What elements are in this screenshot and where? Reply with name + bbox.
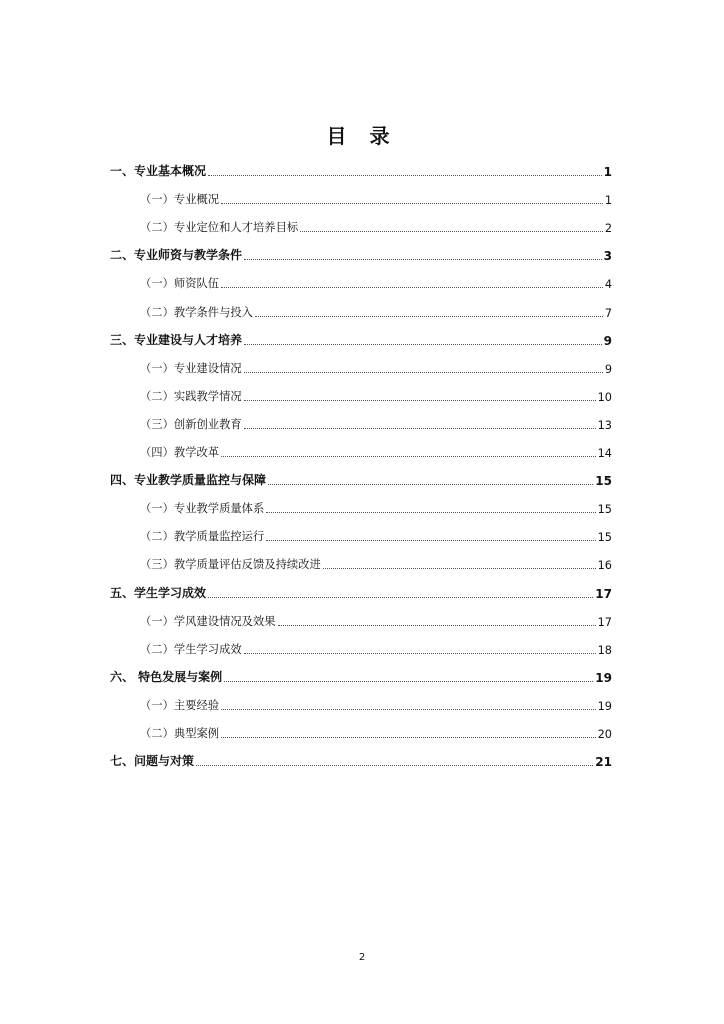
toc-entry-label: （四）教学改革 xyxy=(140,446,220,460)
toc-entry-label: （二）教学质量监控运行 xyxy=(140,530,265,544)
toc-entry-label: （一）师资队伍 xyxy=(140,277,220,291)
toc-subsection-entry[interactable] xyxy=(110,376,612,404)
toc-entry-page: 9 xyxy=(604,362,612,376)
toc-leader-dots xyxy=(244,372,603,373)
toc-entry-page: 9 xyxy=(603,333,612,348)
toc-entry-label: 六、 特色发展与案例 xyxy=(110,669,223,684)
toc-entry-label: （二）典型案例 xyxy=(140,726,220,740)
toc-entry-label: （一）学风建设情况及效果 xyxy=(140,614,276,628)
toc-leader-dots xyxy=(244,428,596,429)
toc-entry-page: 15 xyxy=(595,474,612,489)
toc-leader-dots xyxy=(300,231,603,232)
toc-leader-dots xyxy=(266,540,595,541)
toc-entry-page: 3 xyxy=(603,249,612,264)
toc-entry-label: 五、学生学习成效 xyxy=(110,585,207,600)
toc-entry-label: （二）学生学习成效 xyxy=(140,642,242,656)
toc-entry-label: （二）实践教学情况 xyxy=(140,389,242,403)
toc-entry-label: 一、专业基本概况 xyxy=(110,164,207,179)
toc-entry-label: （一）主要经验 xyxy=(140,698,220,712)
toc-entry-page: 15 xyxy=(597,503,612,517)
toc-subsection-entry[interactable] xyxy=(110,713,612,741)
toc-entry-page: 15 xyxy=(597,531,612,545)
toc-entry-label: （三）创新创业教育 xyxy=(140,417,242,431)
toc-entry-page: 14 xyxy=(597,447,612,461)
toc-entry-page: 16 xyxy=(597,559,612,573)
toc-entry-label: 七、问题与对策 xyxy=(110,754,195,769)
toc-entry-page: 19 xyxy=(595,670,612,685)
toc-section-entry[interactable] xyxy=(110,657,612,685)
toc-entry-label: （二）教学条件与投入 xyxy=(140,305,253,319)
toc-entry-label: 四、专业教学质量监控与保障 xyxy=(110,473,267,488)
toc-subsection-entry[interactable] xyxy=(110,601,612,629)
page-number: 2 xyxy=(358,952,366,963)
toc-entry-label: 二、专业师资与教学条件 xyxy=(110,248,243,263)
toc-leader-dots xyxy=(221,203,603,204)
toc-section-entry[interactable] xyxy=(110,151,612,179)
toc-leader-dots xyxy=(221,456,596,457)
toc-entry-label: （一）专业概况 xyxy=(140,193,220,207)
toc-leader-dots xyxy=(244,400,596,401)
toc-leader-dots xyxy=(278,625,596,626)
toc-entry-page: 19 xyxy=(597,699,612,713)
toc-entry-label: （三）教学质量评估反馈及持续改进 xyxy=(140,558,321,572)
toc-leader-dots xyxy=(208,175,602,176)
toc-entry-page: 17 xyxy=(597,615,612,629)
toc-leader-dots xyxy=(196,765,593,766)
toc-leader-dots xyxy=(266,512,595,513)
toc-leader-dots xyxy=(221,709,596,710)
toc-entry-label: （二）专业定位和人才培养目标 xyxy=(140,221,299,235)
toc-subsection-entry[interactable] xyxy=(110,516,612,544)
toc-entry-page: 13 xyxy=(597,418,612,432)
toc-leader-dots xyxy=(244,344,602,345)
toc-entry-label: （一）专业建设情况 xyxy=(140,361,242,375)
toc-subsection-entry[interactable] xyxy=(110,488,612,516)
toc-subsection-entry[interactable] xyxy=(110,404,612,432)
toc-leader-dots xyxy=(244,653,596,654)
toc-subsection-entry[interactable] xyxy=(110,629,612,657)
toc-leader-dots xyxy=(221,737,596,738)
toc-section-entry[interactable] xyxy=(110,235,612,263)
toc-entry-page: 20 xyxy=(597,727,612,741)
toc-subsection-entry[interactable] xyxy=(110,263,612,291)
toc-entry-page: 21 xyxy=(595,755,612,770)
toc-subsection-entry[interactable] xyxy=(110,685,612,713)
toc-leader-dots xyxy=(268,484,593,485)
toc-entry-page: 7 xyxy=(604,306,612,320)
toc-leader-dots xyxy=(323,568,596,569)
toc-subsection-entry[interactable] xyxy=(110,291,612,319)
toc-subsection-entry[interactable] xyxy=(110,432,612,460)
toc-entry-page: 10 xyxy=(597,390,612,404)
toc-leader-dots xyxy=(255,316,603,317)
toc-entry-page: 2 xyxy=(604,222,612,236)
toc-leader-dots xyxy=(224,681,593,682)
toc-subsection-entry[interactable] xyxy=(110,207,612,235)
toc-section-entry[interactable] xyxy=(110,460,612,488)
toc-entry-page: 18 xyxy=(597,643,612,657)
toc-entry-page: 17 xyxy=(595,586,612,601)
toc-leader-dots xyxy=(221,287,603,288)
toc-entry-page: 1 xyxy=(604,194,612,208)
table-of-contents xyxy=(110,151,612,769)
toc-entry-label: （一）专业教学质量体系 xyxy=(140,502,265,516)
toc-section-entry[interactable] xyxy=(110,320,612,348)
toc-subsection-entry[interactable] xyxy=(110,544,612,572)
toc-subsection-entry[interactable] xyxy=(110,179,612,207)
toc-leader-dots xyxy=(244,259,602,260)
toc-section-entry[interactable] xyxy=(110,741,612,769)
toc-title: 目 录 xyxy=(326,124,398,148)
toc-entry-page: 1 xyxy=(603,165,612,180)
toc-subsection-entry[interactable] xyxy=(110,348,612,376)
toc-section-entry[interactable] xyxy=(110,572,612,600)
toc-entry-page: 4 xyxy=(604,278,612,292)
toc-leader-dots xyxy=(208,597,593,598)
toc-entry-label: 三、专业建设与人才培养 xyxy=(110,332,243,347)
